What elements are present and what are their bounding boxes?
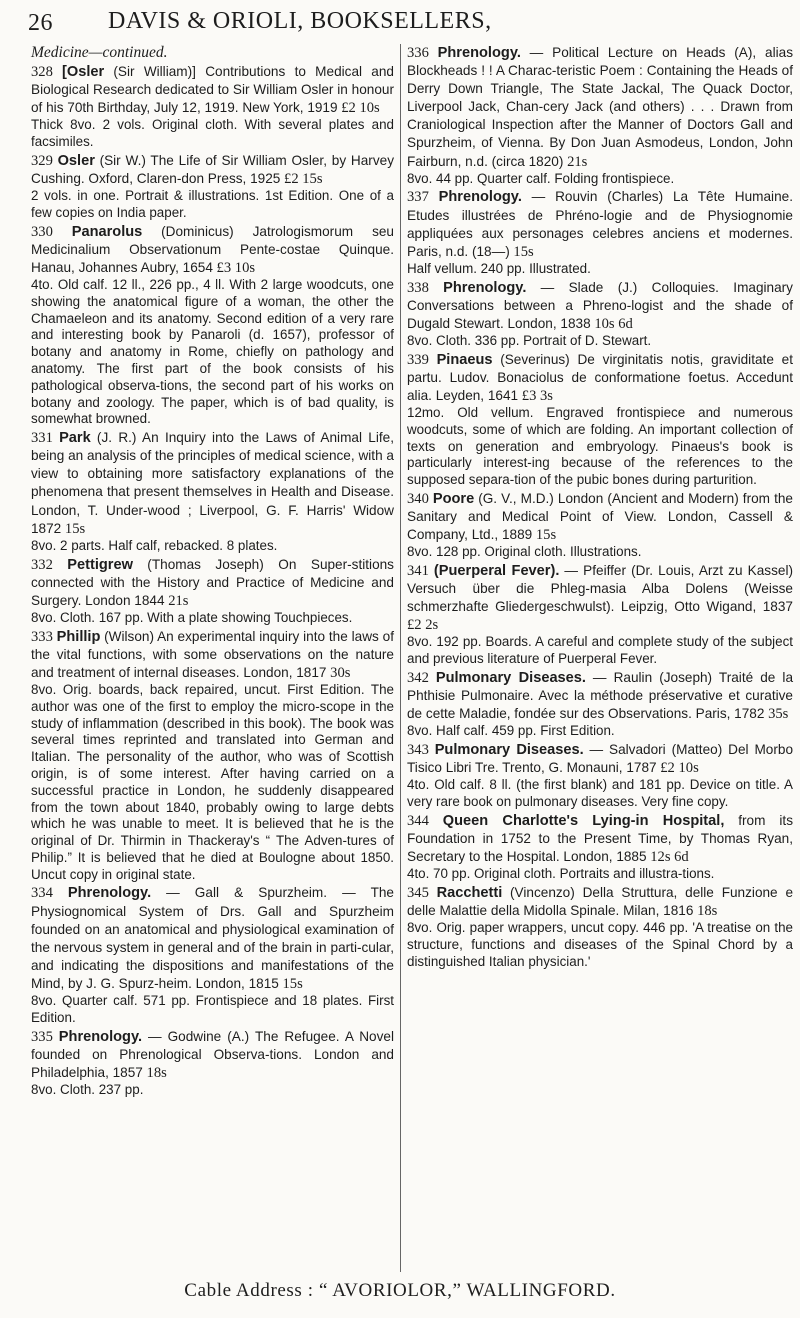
entry-price: 15s <box>64 520 86 537</box>
entry-title: from its Foundation in 1752 to the Present Time, by Thomas Ryan, Secretary to the Hospital. London, 1885 <box>407 812 794 865</box>
entry-heading: [Osler <box>62 64 105 81</box>
entry-citation <box>31 63 394 117</box>
entry-number: 333 <box>31 628 53 645</box>
entry-citation <box>407 669 793 723</box>
entry-title: — Raulin (Joseph) Traité de la Phthisie Pulmonaire. Avec la méthode préservative et curative de cette Maladie, fondée sur des Observations. Paris, 1782 <box>407 670 793 722</box>
entry-citation <box>31 1028 394 1082</box>
entry-description: 4to. Old calf. 12 ll., 226 pp., 4 ll. With 2 large woodcuts, one showing the anatomical figure of a woman, the other the Chamaeleon and its anatomy. Second edition of a very rare and interesting book by Panaroli (d. 1657), professor of botany and anatomy in Rome, chiefly on pathology and anatomy. The first part of the book consists of his pathological observa-tions, the second part of his works on botany and zoology. The paper, which is of bad quality, is somewhat browned. <box>31 277 394 427</box>
entry-citation <box>31 556 394 610</box>
entry-title: — Gall & Spurzheim. — The Physiognomical System of Drs. Gall and Spurzheim founded on an anatomical and physiological examination of the nervous system in general and of the brain in parti-cular, and indicating the dispositions and manifestations of the Mind, by J. G. Spurz-heim. London, 1815 <box>31 885 394 991</box>
entry-number: 343 <box>407 742 429 759</box>
column-divider <box>400 44 401 1272</box>
page-footer: Cable Address : “ AVORIOLOR,” WALLINGFORD. <box>184 1280 616 1301</box>
catalogue-entry <box>31 628 394 884</box>
entry-description: 8vo. Orig. paper wrappers, uncut copy. 446 pp. 'A treatise on the structure, functions and diseases of the Spinal Chord by a distinguished Italian physician.' <box>407 920 793 969</box>
entry-price: 18s <box>697 903 718 920</box>
entry-citation <box>407 884 793 920</box>
entry-heading: Pettigrew <box>67 556 133 573</box>
entry-citation <box>407 279 793 333</box>
catalogue-entry <box>407 351 793 489</box>
running-head: DAVIS & ORIOLI, BOOKSELLERS, <box>108 8 492 34</box>
entry-heading: Pulmonary Diseases. <box>435 670 586 687</box>
entry-heading: Racchetti <box>436 884 503 901</box>
entry-price: 21s <box>168 592 189 609</box>
catalogue-entry <box>31 556 394 627</box>
entry-heading: Phrenology. <box>67 885 152 902</box>
catalogue-entry <box>407 562 793 668</box>
entry-description: 4to. Old calf. 8 ll. (the first blank) and 181 pp. Device on title. A very rare book on pulmonary diseases. Very fine copy. <box>407 777 793 810</box>
entry-price: 35s <box>768 706 789 723</box>
section-heading: Medicine—continued. <box>31 44 168 61</box>
entry-title: — Political Lecture on Heads (A), alias Blockheads ! ! A Charac-teristic Poem : Containing the Heads of Derry Down Triangle, The State Jackal, The Quack Doctor, Liverpool Jack, Chan-cery Jack (and others) . . . Drawn from Craniological Inspection after the Manner of Doctors Gall and Spurzheim, of Vienna. By Don Juan Asmodeus, London, John Fairburn, n.d. (circa 1820) <box>407 45 793 169</box>
entry-citation <box>407 562 793 634</box>
entry-citation <box>407 812 793 866</box>
entry-price: 18s <box>146 1064 167 1081</box>
catalogue-entry <box>407 669 793 740</box>
entry-heading: Pulmonary Diseases. <box>434 742 584 759</box>
entry-title: — Rouvin (Charles) La Tête Humaine. Etudes illustrées de Phréno-logie and de Physiognomie appliquées aux personages celebres anciens et modernes. Paris, n.d. (18—) <box>407 189 793 259</box>
entry-title: (Thomas Joseph) On Super-stitions connected with the History and Practice of Medicine and Surgery. London 1844 <box>31 556 394 608</box>
catalogue-entry <box>31 152 394 222</box>
entry-number: 342 <box>407 670 429 687</box>
catalogue-entry <box>407 741 793 811</box>
entry-description: 4to. 70 pp. Original cloth. Portraits and illustra-tions. <box>407 866 715 882</box>
page-number: 26 <box>28 10 53 36</box>
entry-citation <box>31 884 394 993</box>
catalogue-entry <box>31 63 394 151</box>
entry-title: — Godwine (A.) The Refugee. A Novel founded on Phrenological Observa-tions. London and Philadelphia, 1857 <box>31 1028 394 1080</box>
entry-description: 8vo. Cloth. 336 pp. Portrait of D. Stewart. <box>407 332 652 348</box>
entry-heading: Osler <box>57 152 95 169</box>
entry-number: 330 <box>31 223 53 240</box>
page-header <box>28 8 788 38</box>
entry-price: 15s <box>282 975 303 992</box>
entry-title: — Salvadori (Matteo) Del Morbo Tisico Libri Tre. Trento, G. Monauni, 1787 <box>407 742 794 776</box>
entry-heading: Poore <box>432 490 475 507</box>
entry-price: 21s <box>567 153 588 170</box>
entry-number: 334 <box>31 885 53 902</box>
entry-price: 10s 6d <box>594 315 633 332</box>
entry-title: — Slade (J.) Colloquies. Imaginary Conversations between a Phreno-logist and the shade of Dugald Stewart. London, 1838 <box>407 279 793 331</box>
entry-number: 341 <box>407 563 429 580</box>
entry-number: 344 <box>407 812 429 829</box>
entry-price: £2 10s <box>341 100 380 117</box>
entry-price: 12s 6d <box>650 849 689 866</box>
catalogue-entry <box>407 279 793 350</box>
entry-heading: Park <box>59 430 91 447</box>
entry-number: 336 <box>407 45 429 61</box>
entry-description: 12mo. Old vellum. Engraved frontispiece and numerous woodcuts, some of which are folding. An important collection of texts on generation and embryology. Pinaeus's book is particularly interest-ing because of the references to the supposed separa-tion of the pubic bones during parturition. <box>407 404 793 488</box>
right-column <box>407 44 793 972</box>
entry-citation <box>31 152 394 188</box>
entry-price: £3 10s <box>216 259 256 276</box>
entry-number: 338 <box>407 279 429 296</box>
entry-citation <box>31 223 394 277</box>
entry-title: — Pfeiffer (Dr. Louis, Arzt zu Kassel) Versuch über die Phleg-masia Alba Dolens (Weisse schmerzhafte Gliedergeschwulst). Leipzig, Otto Wigand, 1837 <box>407 563 793 615</box>
entry-heading: (Puerperal Fever). <box>433 563 560 580</box>
entry-price: 15s <box>513 243 534 260</box>
entry-description: Half vellum. 240 pp. Illustrated. <box>407 260 591 276</box>
entry-citation <box>407 188 793 260</box>
entry-title: (Vincenzo) Della Struttura, delle Funzione e delle Malattie della Midolla Spinale. Milan, 1816 <box>407 884 794 919</box>
catalogue-entry <box>407 188 793 277</box>
catalogue-entry <box>407 490 793 561</box>
entry-description: 8vo. 128 pp. Original cloth. Illustrations. <box>407 544 642 560</box>
entry-price: £2 10s <box>660 760 699 777</box>
entry-citation <box>31 628 394 682</box>
entry-number: 331 <box>31 430 53 447</box>
entry-price: 30s <box>330 664 351 681</box>
entry-price: £2 15s <box>284 171 323 188</box>
entry-price: £3 3s <box>521 387 553 404</box>
catalogue-entry <box>31 429 394 554</box>
entry-citation <box>407 741 793 777</box>
entry-number: 339 <box>407 351 429 368</box>
entry-heading: Phrenology. <box>443 279 527 296</box>
entry-description: 2 vols. in one. Portrait & illustrations. 1st Edition. One of a few copies on India paper. <box>31 188 394 220</box>
entry-heading: Phillip <box>56 628 101 645</box>
catalogue-entry <box>407 884 793 971</box>
entry-description: 8vo. Cloth. 167 pp. With a plate showing Touchpieces. <box>31 609 353 625</box>
entry-title: (J. R.) An Inquiry into the Laws of Animal Life, being an analysis of the principles of medical science, with a view to obtaining more satisfactory explanations of the phenomena that present themselves in Health and Disease. London, T. Under-wood ; Liverpool, G. F. Harris' Widow 1872 <box>31 430 394 536</box>
entry-number: 335 <box>31 1028 53 1045</box>
entry-title: (G. V., M.D.) London (Ancient and Modern) from the Sanitary and Medical Point of View. London, Cassell & Company, Ltd., 1889 <box>407 490 793 543</box>
catalogue-entry <box>407 812 793 883</box>
entry-title: (Sir W.) The Life of Sir William Osler, by Harvey Cushing. Oxford, Claren-don Press, 1925 <box>31 152 394 187</box>
entry-citation <box>31 429 394 538</box>
entry-heading: Queen Charlotte's Lying-in Hospital, <box>442 812 725 829</box>
entry-heading: Panarolus <box>71 223 143 240</box>
catalogue-entry <box>31 223 394 428</box>
entry-heading: Phrenology. <box>437 45 521 61</box>
entry-title: (Wilson) An experimental inquiry into the laws of the vital functions, with some observations on the nature and treatment of internal diseases. London, 1817 <box>31 628 395 680</box>
entry-title: (Severinus) De virginitatis notis, graviditate et partu. Ludov. Bonaciolus de conformatione foetus. Accedunt alia. Leyden, 1641 <box>407 351 794 403</box>
entry-citation <box>407 351 793 405</box>
entry-description: 8vo. Orig. boards, back repaired, uncut. First Edition. The author was one of the first to employ the micro-scope in the study of inflammation (described in this book). The book was several times reprinted and translated into German and Italian. The personality of the author, who was of Scottish origin, is of some interest. After having carried on a successful practice in London, he suddenly disappeared from the town about 1840, probably owing to large debts which he was unable to meet. It is believed that he is the original of Dr. Thirmin in Thackeray's “ The Adven-tures of Philip.” It is believed that he died at Boulogne about 1850. Uncut copy in original state. <box>31 681 394 882</box>
entry-description: 8vo. Quarter calf. 571 pp. Frontispiece and 18 plates. First Edition. <box>31 993 394 1025</box>
catalogue-entry <box>31 1028 394 1099</box>
entry-description: 8vo. 44 pp. Quarter calf. Folding frontispiece. <box>407 170 675 186</box>
entry-title: (Dominicus) Jatrologismorum seu Medicinalium Observationum Pente-costae Quinque. Hanau, Johannes Aubry, 1654 <box>31 223 394 275</box>
entry-description: 8vo. 2 parts. Half calf, rebacked. 8 plates. <box>31 537 278 553</box>
entry-number: 345 <box>407 884 429 901</box>
entry-heading: Phrenology. <box>438 189 522 206</box>
left-column <box>31 44 394 1100</box>
entry-citation <box>407 44 793 171</box>
catalogue-entry <box>31 884 394 1026</box>
entry-heading: Pinaeus <box>436 351 493 368</box>
entry-title: (Sir William)] Contributions to Medical and Biological Research dedicated to Sir William Osler in honour of his 70th Birthday, July 12, 1919. New York, 1919 <box>31 64 394 116</box>
entry-description: 8vo. Cloth. 237 pp. <box>31 1081 144 1097</box>
entry-number: 329 <box>31 152 53 169</box>
entry-heading: Phrenology. <box>58 1028 143 1045</box>
entry-description: Thick 8vo. 2 vols. Original cloth. With several plates and facsimiles. <box>31 117 394 150</box>
entry-description: 8vo. Half calf. 459 pp. First Edition. <box>407 723 615 739</box>
entry-number: 340 <box>407 490 429 507</box>
entry-number: 328 <box>31 64 53 81</box>
entry-price: £2 2s <box>407 617 439 634</box>
catalogue-entry <box>407 44 793 187</box>
entry-description: 8vo. 192 pp. Boards. A careful and complete study of the subject and previous literature of Puerperal Fever. <box>407 634 793 667</box>
entry-number: 337 <box>407 189 429 206</box>
entry-number: 332 <box>31 556 53 573</box>
entry-price: 15s <box>535 527 557 544</box>
entry-citation <box>407 490 793 544</box>
